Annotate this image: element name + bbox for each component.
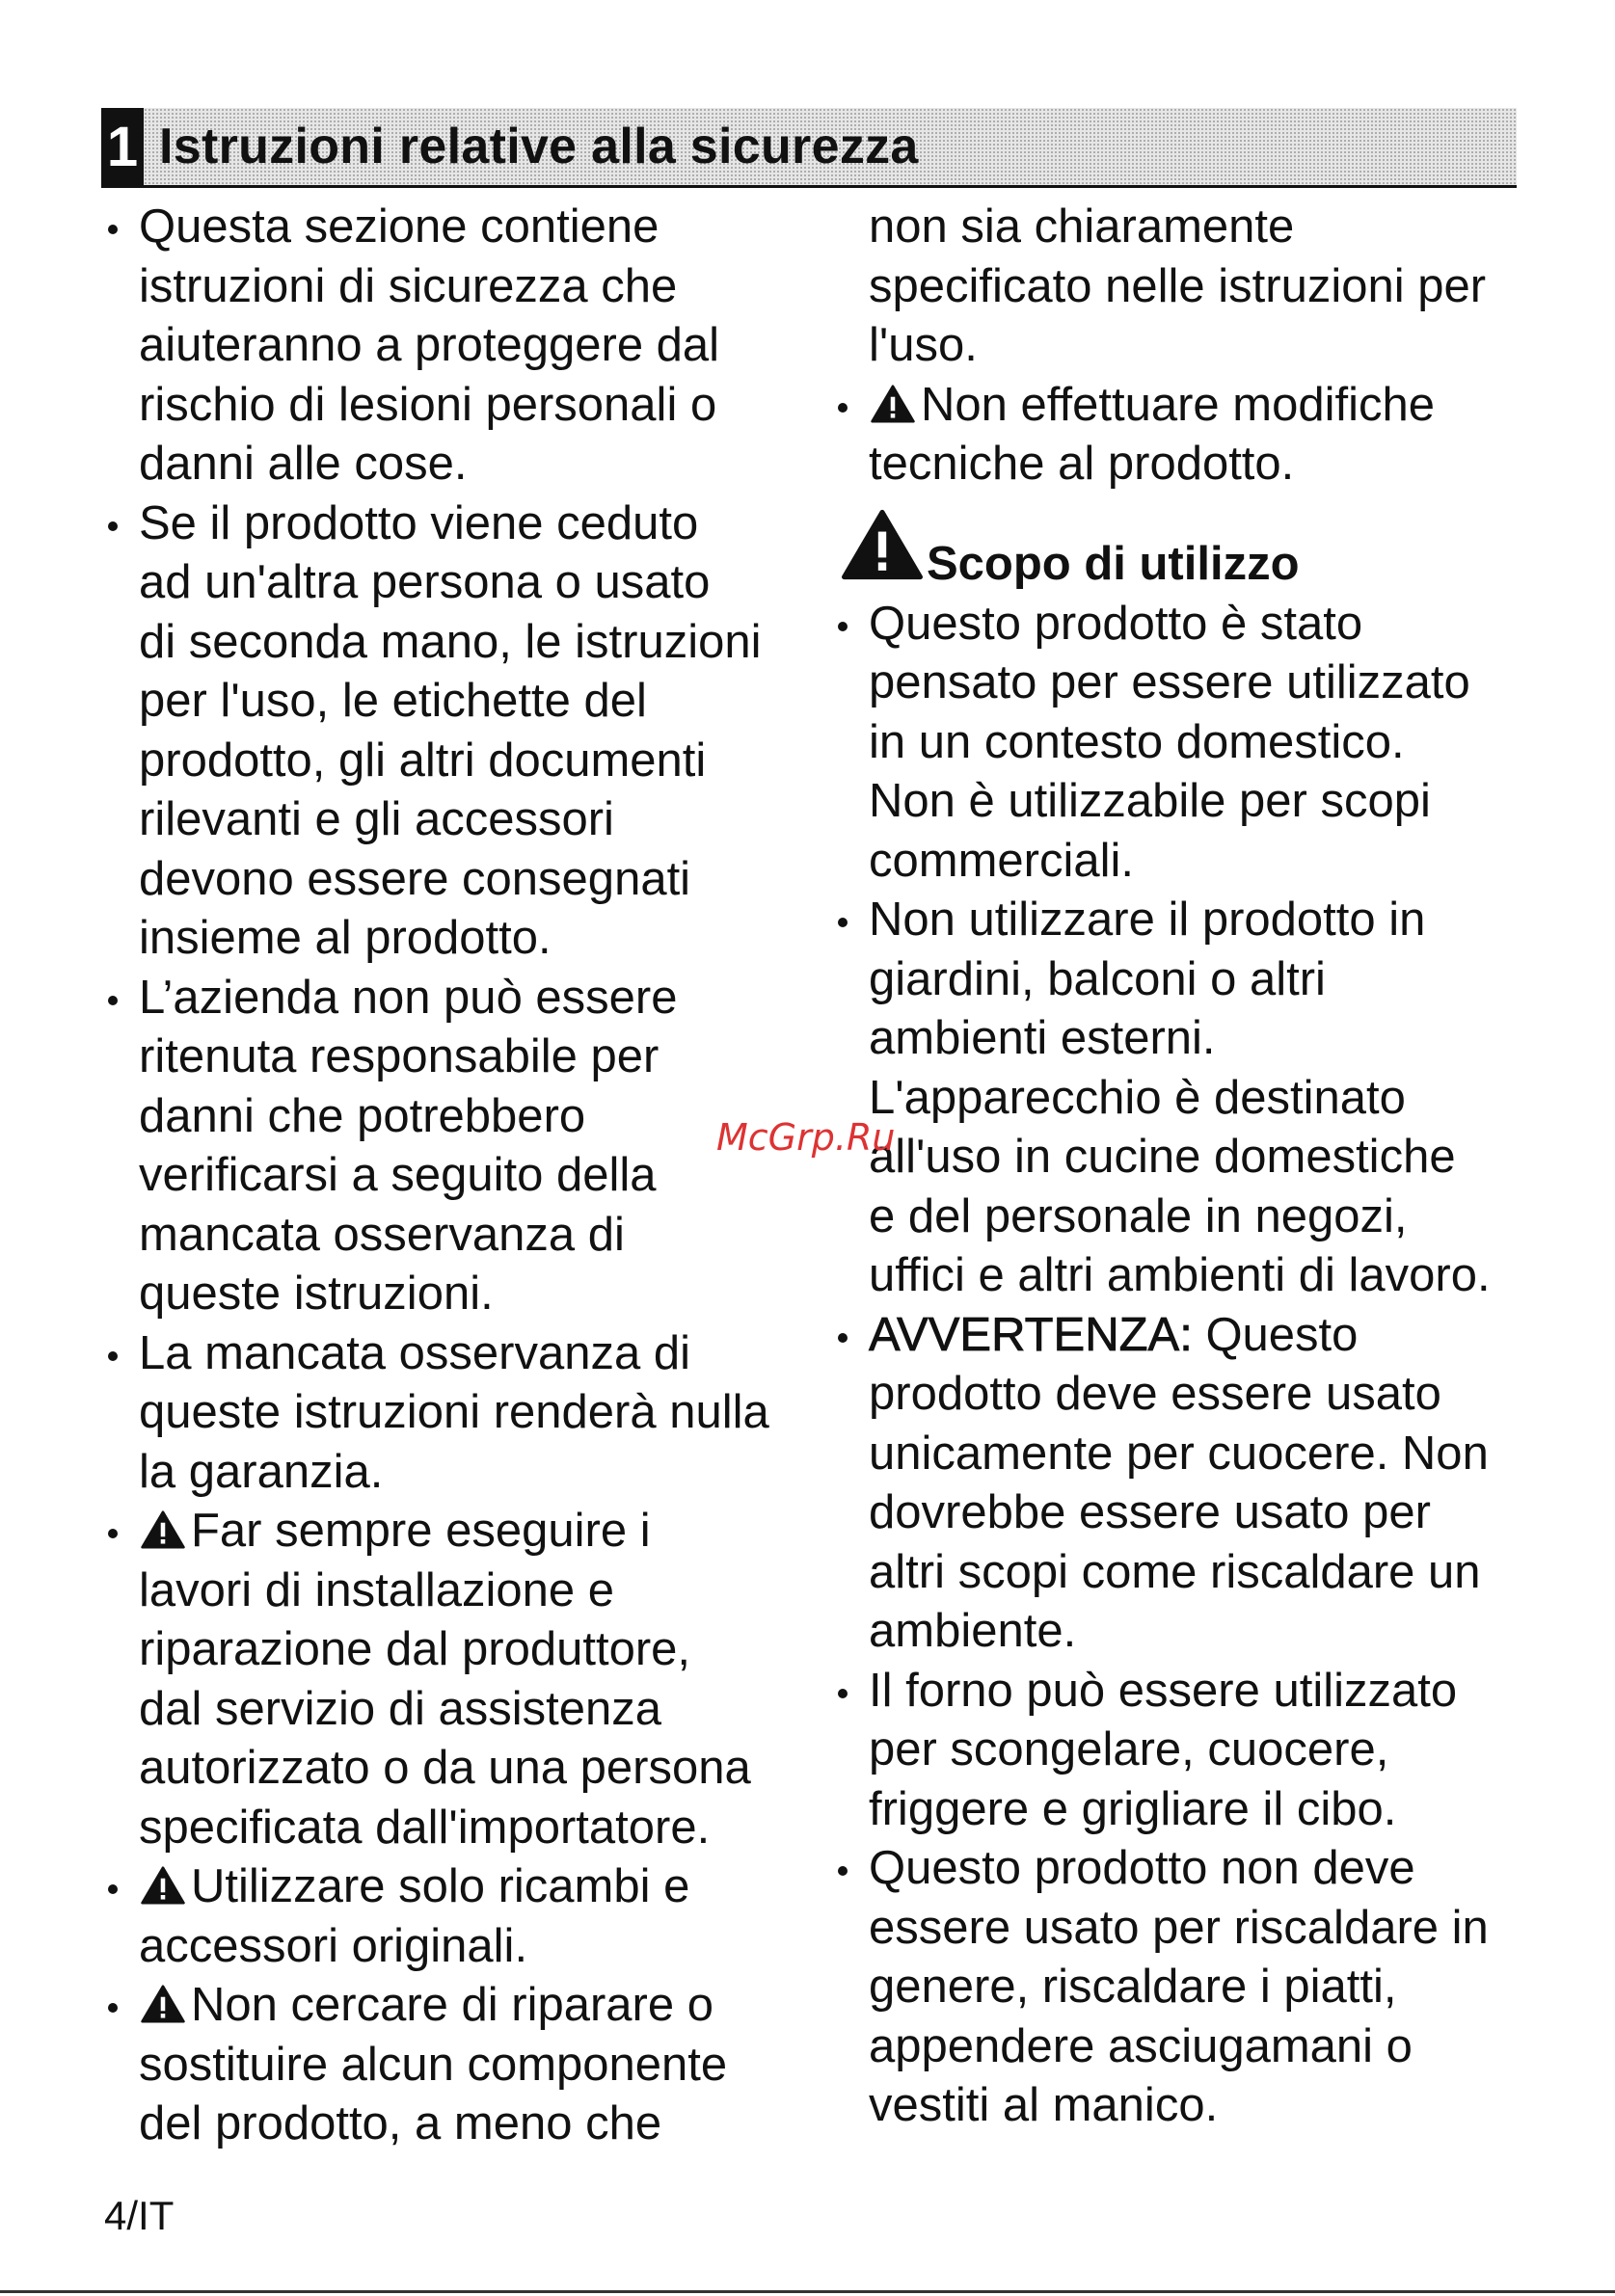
watermark: McGrp.Ru xyxy=(716,1116,896,1159)
section-header xyxy=(101,108,1517,188)
left-column xyxy=(104,198,798,2154)
subheading-text: Scopo di utilizzo xyxy=(927,537,1300,590)
list-item: Non effettuare modifiche tecniche al prodotto. xyxy=(834,376,1528,494)
page-bottom-rule xyxy=(0,2290,1615,2293)
list-item-continued: non sia chiaramente specificato nelle istruzioni per l'uso. xyxy=(869,200,1487,371)
page-number: 4/IT xyxy=(104,2193,175,2238)
list-item: Questo prodotto non deve essere usato per riscaldare in genere, riscaldare i piatti, appendere asciugamani o vestiti al manico. xyxy=(834,1839,1528,2136)
list-item: Se il prodotto viene ceduto ad un'altra persona o usato di seconda mano, le istruzioni per l'uso, le etichette del prodotto, gli altri documenti rilevanti e gli accessori devono essere consegnati insieme al prodotto. xyxy=(104,494,798,969)
subheading xyxy=(834,508,1528,595)
list-item: Questa sezione contiene istruzioni di sicurezza che aiuteranno a proteggere dal rischio di lesioni personali o danni alle cose. xyxy=(104,198,798,494)
list-item: Il forno può essere utilizzato per scongelare, cuocere, friggere e grigliare il cibo. xyxy=(834,1662,1528,1840)
warning-icon xyxy=(139,1866,187,1905)
section-title: Istruzioni relative alla sicurezza xyxy=(159,119,919,174)
section-number: 1 xyxy=(101,108,144,185)
list-item: L’azienda non può essere ritenuta responsabile per danni che potrebbero verificarsi a seguito della mancata osservanza di queste istruzioni. xyxy=(104,969,798,1324)
warning-label: AVVERTENZA: xyxy=(869,1308,1193,1361)
safety-list xyxy=(104,198,798,2154)
list-item: La mancata osservanza di queste istruzioni renderà nulla la garanzia. xyxy=(104,1324,798,1503)
list-item: Questo prodotto è stato pensato per essere utilizzato in un contesto domestico. Non è utilizzabile per scopi commerciali. xyxy=(834,595,1528,892)
warning-icon xyxy=(139,1985,187,2023)
warning-icon xyxy=(869,385,917,423)
list-item: Far sempre eseguire i lavori di installazione e riparazione dal produttore, dal servizio di assistenza autorizzato o da una persona specificata dall'importatore. xyxy=(104,1502,798,1857)
list-item: Non cercare di riparare o sostituire alcun componente del prodotto, a meno che xyxy=(104,1976,798,2154)
warning-icon xyxy=(139,1510,187,1549)
list-item: Utilizzare solo ricambi e accessori originali. xyxy=(104,1857,798,1976)
list-item: Non utilizzare il prodotto in giardini, balconi o altri ambienti esterni. L'apparecchio è destinato all'uso in cucine domestiche e del personale in negozi, uffici e altri ambienti di lavoro. xyxy=(834,891,1528,1306)
list-item: AVVERTENZA: Questo prodotto deve essere usato unicamente per cuocere. Non dovrebbe essere usato per altri scopi come riscaldare un ambiente. xyxy=(834,1306,1528,1662)
right-column xyxy=(834,198,1528,2136)
warning-icon xyxy=(842,508,923,581)
usage-list xyxy=(834,595,1528,2136)
safety-list-continued xyxy=(834,198,1528,494)
